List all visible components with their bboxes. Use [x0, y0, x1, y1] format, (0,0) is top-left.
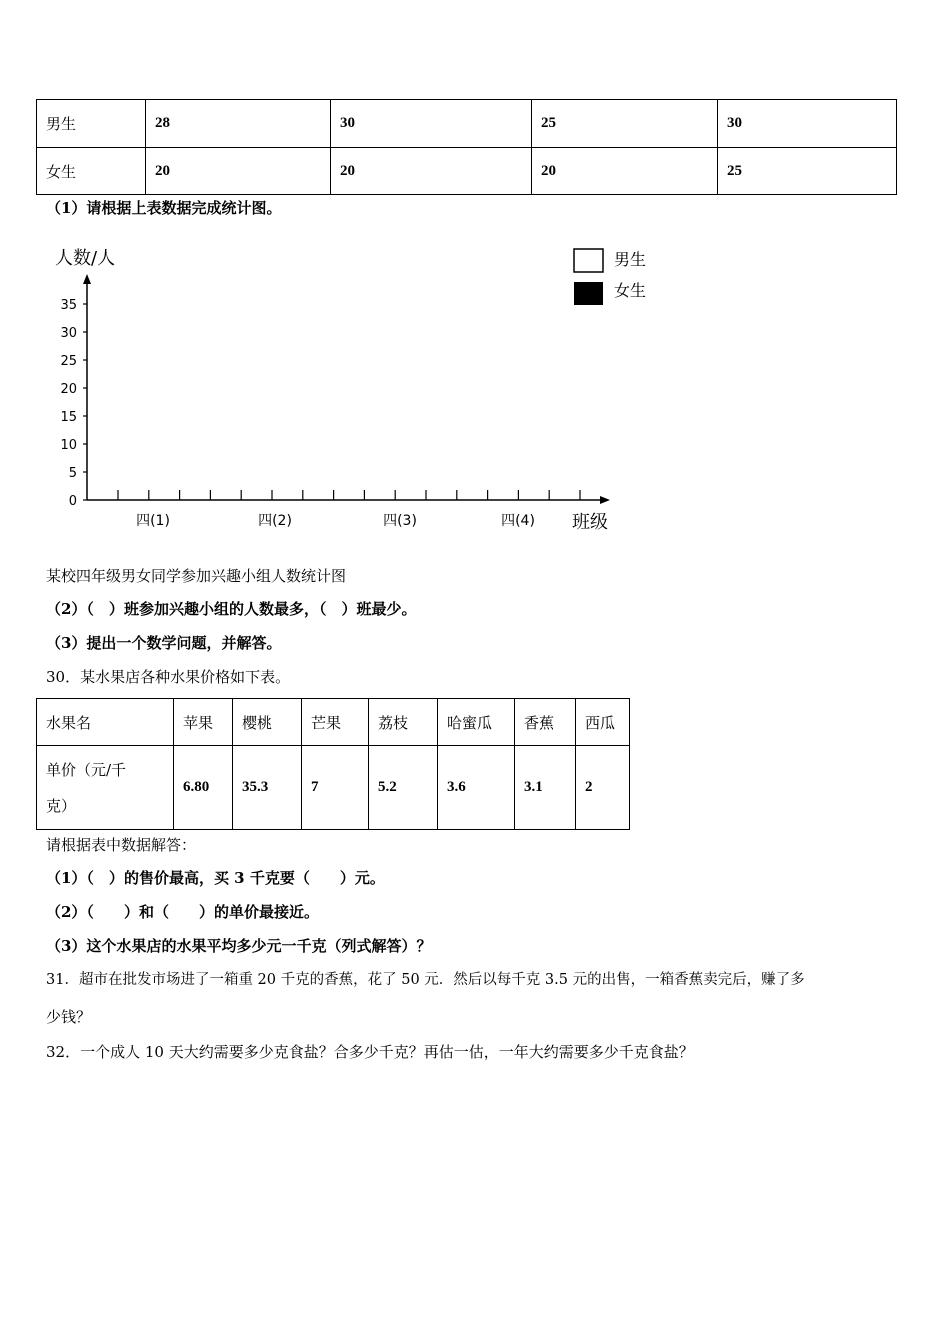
problem-30-q2: （2）（ ）和（ ）的单价最接近。 [46, 903, 319, 921]
problem-30-instruction: 请根据表中数据解答： [46, 836, 197, 854]
y-tick-label: 0 [68, 494, 77, 509]
problem-30-intro: 30．某水果店各种水果价格如下表。 [46, 668, 291, 686]
fruit-name-cell: 苹果 [174, 699, 233, 746]
row-label-boys: 男生 [37, 100, 146, 148]
table-row [37, 148, 897, 195]
legend-label-boys: 男生 [614, 250, 647, 269]
x-category-label: 四(2) [258, 513, 292, 529]
table-row [37, 746, 630, 830]
header-fruit-name: 水果名 [37, 699, 174, 746]
price-cell: 2 [576, 746, 630, 830]
x-category-label: 四(4) [501, 513, 535, 529]
fruit-name-cell: 荔枝 [369, 699, 438, 746]
chart-title: 某校四年级男女同学参加兴趣小组人数统计图 [46, 567, 347, 585]
table-cell: 30 [718, 100, 897, 148]
problem-32: 32．一个成人 10 天大约需要多少克食盐？合多少千克？再估一估，一年大约需要多少千克食盐？ [46, 1043, 694, 1061]
fruit-name-cell: 香蕉 [515, 699, 576, 746]
header-unit-price [37, 746, 174, 830]
y-tick-label: 15 [60, 410, 77, 425]
question-1-instruction: （1）请根据上表数据完成统计图。 [46, 199, 282, 217]
class-table [36, 99, 897, 195]
fruit-name-cell: 哈蜜瓜 [438, 699, 515, 746]
table-cell: 20 [146, 148, 331, 195]
fruit-name-cell: 西瓜 [576, 699, 630, 746]
price-cell: 5.2 [369, 746, 438, 830]
row-label-girls: 女生 [37, 148, 146, 195]
x-axis-label: 班级 [572, 512, 608, 533]
bar-chart [0, 230, 700, 540]
table-cell: 25 [532, 100, 718, 148]
fruit-name-cell: 芒果 [302, 699, 369, 746]
table-cell: 20 [331, 148, 532, 195]
price-cell: 35.3 [233, 746, 302, 830]
question-3: （3）提出一个数学问题，并解答。 [46, 634, 282, 652]
problem-31-line2: 少钱？ [46, 1008, 92, 1026]
table-cell: 20 [532, 148, 718, 195]
y-tick-label: 5 [68, 466, 77, 481]
price-label-line1: 单价（元/千 [46, 760, 127, 779]
price-cell: 3.6 [438, 746, 515, 830]
y-axis-arrow [83, 274, 91, 284]
y-tick-label: 20 [60, 382, 77, 397]
y-tick-label: 10 [60, 438, 77, 453]
y-axis-label: 人数/人 [55, 248, 116, 269]
table-cell: 28 [146, 100, 331, 148]
price-label-line2: 克） [46, 796, 77, 815]
question-2: （2）（ ）班参加兴趣小组的人数最多，（ ）班最少。 [46, 600, 417, 618]
fruit-name-cell: 樱桃 [233, 699, 302, 746]
y-tick-label: 35 [60, 298, 77, 313]
price-cell: 3.1 [515, 746, 576, 830]
price-cell: 7 [302, 746, 369, 830]
table-cell: 25 [718, 148, 897, 195]
x-category-label: 四(1) [136, 513, 170, 529]
x-axis-arrow [600, 496, 610, 504]
problem-30-q1: （1）（ ）的售价最高，买 3 千克要（ ）元。 [46, 869, 385, 887]
legend-swatch-boys [574, 249, 603, 272]
legend-label-girls: 女生 [614, 281, 647, 300]
legend-swatch-girls [574, 282, 603, 305]
y-tick-label: 25 [60, 354, 77, 369]
table-row [37, 699, 630, 746]
table-row [37, 100, 897, 148]
problem-31-line1: 31．超市在批发市场进了一箱重 20 千克的香蕉，花了 50 元．然后以每千克 3.5 元的出售，一箱香蕉卖完后，赚了多 [46, 972, 805, 988]
price-cell: 6.80 [174, 746, 233, 830]
x-category-label: 四(3) [383, 513, 417, 529]
table-cell: 30 [331, 100, 532, 148]
fruit-price-table [36, 698, 630, 830]
problem-30-q3: （3）这个水果店的水果平均多少元一千克（列式解答）？ [46, 937, 432, 955]
y-tick-label: 30 [60, 326, 77, 341]
